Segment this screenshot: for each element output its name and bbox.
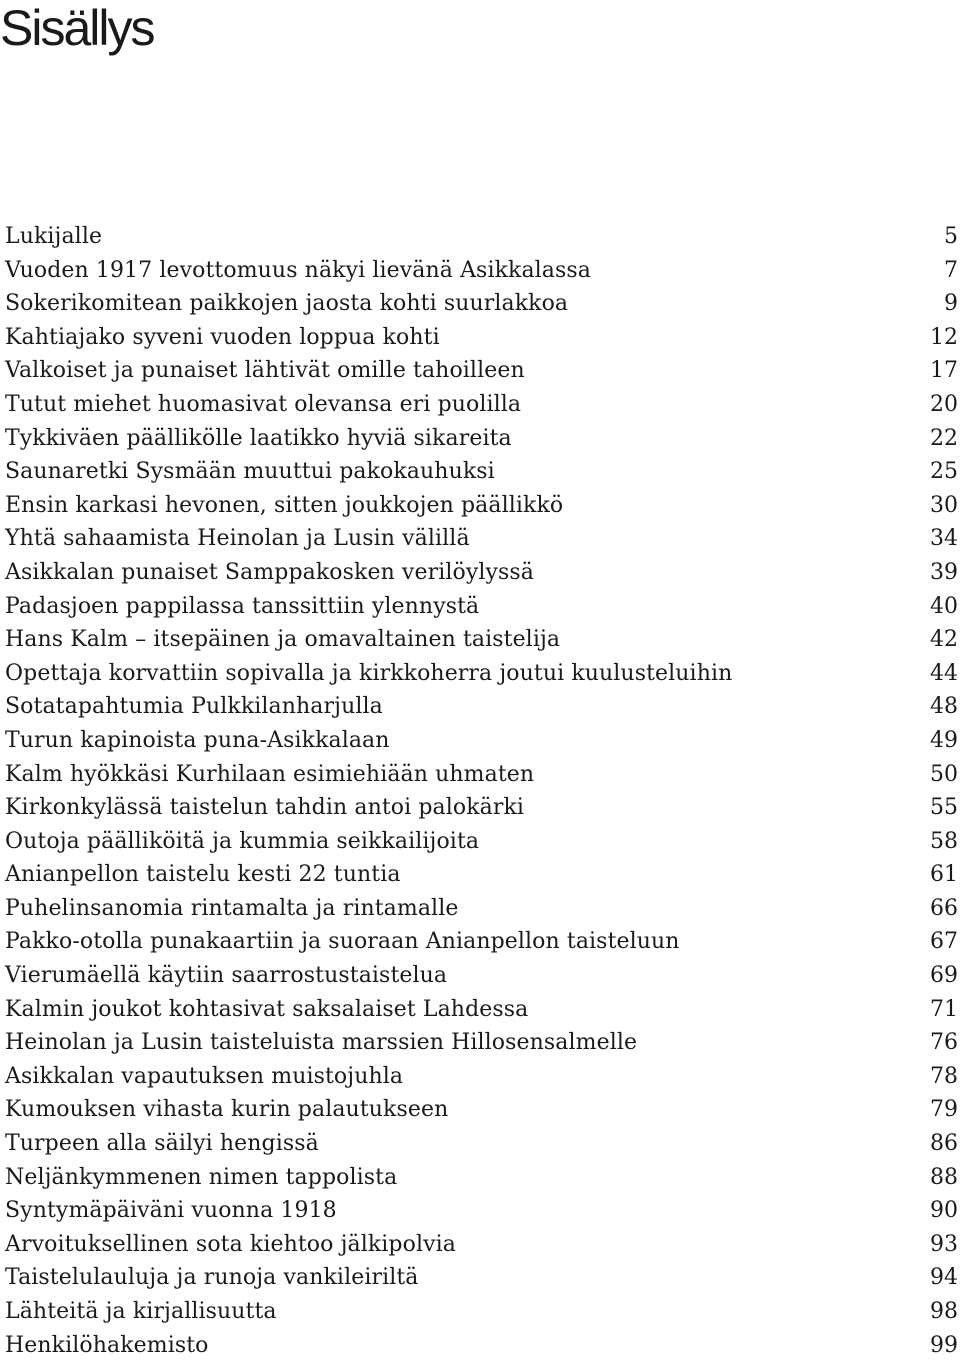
toc-entry-page-number: 67 xyxy=(930,929,958,955)
toc-entry xyxy=(5,489,958,523)
toc-entry xyxy=(5,422,958,456)
toc-entry-page-number: 98 xyxy=(930,1299,958,1324)
toc-entry xyxy=(5,724,958,758)
toc-entry-page-number: 88 xyxy=(930,1164,958,1190)
toc-entry xyxy=(5,825,958,859)
toc-entry xyxy=(5,1261,958,1295)
toc-entry-title: Saunaretki Sysmään muuttui pakokauhuksi xyxy=(5,459,495,485)
toc-entry-title: Lukijalle xyxy=(5,224,103,249)
toc-entry-page-number: 12 xyxy=(930,324,958,350)
toc-entry-title: Tykkiväen päällikölle laatikko hyviä sikareita xyxy=(5,425,512,451)
toc-entry-page-number: 9 xyxy=(944,291,958,317)
toc-entry-title: Asikkalan vapautuksen muistojuhla xyxy=(5,1063,404,1089)
toc-entry-page-number: 55 xyxy=(930,795,958,821)
toc-entry-title: Arvoituksellinen sota kiehtoo jälkipolvia xyxy=(5,1231,456,1257)
toc-entry-page-number: 61 xyxy=(930,862,958,888)
toc-entry-title: Henkilöhakemisto xyxy=(5,1332,209,1358)
toc-entry-page-number: 50 xyxy=(930,761,958,787)
toc-entry xyxy=(5,959,958,993)
toc-entry-title: Syntymäpäiväni vuonna 1918 xyxy=(5,1198,337,1224)
toc-entry-title: Opettaja korvattiin sopivalla ja kirkkoherra joutui kuulusteluihin xyxy=(5,660,733,686)
toc-entry xyxy=(5,287,958,321)
toc-entry-title: Outoja päälliköitä ja kummia seikkailijoita xyxy=(5,828,480,854)
toc-entry-title: Lähteitä ja kirjallisuutta xyxy=(5,1299,277,1324)
toc-entry xyxy=(5,925,958,959)
toc-entry xyxy=(5,623,958,657)
toc-entry-title: Kumouksen vihasta kurin palautukseen xyxy=(5,1097,449,1123)
toc-entry-title: Padasjoen pappilassa tanssittiin ylennystä xyxy=(5,593,480,619)
toc-entry-title: Neljänkymmenen nimen tappolista xyxy=(5,1164,398,1190)
toc-entry-page-number: 90 xyxy=(930,1198,958,1224)
toc-entry-page-number: 40 xyxy=(930,593,958,619)
toc-entry-page-number: 49 xyxy=(930,727,958,753)
toc-entry xyxy=(5,455,958,489)
toc-entry-page-number: 71 xyxy=(930,996,958,1022)
toc-entry-title: Kalmin joukot kohtasivat saksalaiset Lahdessa xyxy=(5,996,529,1022)
toc-entry xyxy=(5,254,958,288)
toc-entry-title: Turpeen alla säilyi hengissä xyxy=(5,1131,319,1157)
toc-entry-page-number: 34 xyxy=(930,526,958,552)
toc-entry-title: Anianpellon taistelu kesti 22 tuntia xyxy=(5,862,401,888)
toc-entry-page-number: 39 xyxy=(930,559,958,585)
toc-entry-page-number: 25 xyxy=(930,459,958,485)
toc-entry-page-number: 76 xyxy=(930,1030,958,1056)
toc-entry-title: Vuoden 1917 levottomuus näkyi lievänä Asikkalassa xyxy=(5,257,592,283)
toc-entry-page-number: 66 xyxy=(930,895,958,921)
page-title: Sisällys xyxy=(0,0,154,56)
toc-entry-page-number: 79 xyxy=(930,1097,958,1123)
toc-entry-title: Hans Kalm – itsepäinen ja omavaltainen taistelija xyxy=(5,627,561,653)
toc-entry xyxy=(5,556,958,590)
toc-entry-page-number: 86 xyxy=(930,1131,958,1157)
toc-entry-page-number: 78 xyxy=(930,1063,958,1089)
toc-entry-page-number: 22 xyxy=(930,425,958,451)
toc-entry xyxy=(5,1194,958,1228)
toc-entry xyxy=(5,892,958,926)
table-of-contents xyxy=(5,220,958,1362)
toc-entry-title: Yhtä sahaamista Heinolan ja Lusin välillä xyxy=(5,526,470,552)
toc-entry xyxy=(5,220,958,254)
toc-entry xyxy=(5,1295,958,1329)
toc-entry-page-number: 5 xyxy=(944,224,958,249)
toc-entry-page-number: 17 xyxy=(930,358,958,384)
toc-entry xyxy=(5,1228,958,1262)
toc-entry-title: Kirkonkylässä taistelun tahdin antoi palokärki xyxy=(5,795,525,821)
toc-entry-page-number: 58 xyxy=(930,828,958,854)
toc-entry-page-number: 42 xyxy=(930,627,958,653)
toc-entry-title: Pakko-otolla punakaartiin ja suoraan Anianpellon taisteluun xyxy=(5,929,680,955)
toc-entry-title: Ensin karkasi hevonen, sitten joukkojen päällikkö xyxy=(5,492,564,518)
toc-entry xyxy=(5,1161,958,1195)
toc-entry-title: Kahtiajako syveni vuoden loppua kohti xyxy=(5,324,440,350)
toc-entry-page-number: 30 xyxy=(930,492,958,518)
toc-entry xyxy=(5,590,958,624)
toc-entry-title: Turun kapinoista puna-Asikkalaan xyxy=(5,727,390,753)
toc-entry-title: Valkoiset ja punaiset lähtivät omille tahoilleen xyxy=(5,358,525,384)
toc-entry xyxy=(5,1026,958,1060)
toc-entry-page-number: 94 xyxy=(930,1265,958,1291)
toc-entry-page-number: 93 xyxy=(930,1231,958,1257)
toc-entry xyxy=(5,1060,958,1094)
toc-entry-title: Asikkalan punaiset Samppakosken verilöylyssä xyxy=(5,559,535,585)
toc-entry xyxy=(5,993,958,1027)
toc-entry-title: Sokerikomitean paikkojen jaosta kohti suurlakkoa xyxy=(5,291,569,317)
toc-entry-page-number: 20 xyxy=(930,391,958,417)
toc-entry-page-number: 99 xyxy=(930,1332,958,1358)
toc-entry xyxy=(5,1127,958,1161)
toc-entry xyxy=(5,321,958,355)
toc-entry xyxy=(5,858,958,892)
toc-entry xyxy=(5,354,958,388)
toc-entry xyxy=(5,690,958,724)
toc-entry-title: Kalm hyökkäsi Kurhilaan esimiehiään uhmaten xyxy=(5,761,535,787)
toc-entry xyxy=(5,657,958,691)
toc-entry-title: Sotatapahtumia Pulkkilanharjulla xyxy=(5,694,383,720)
toc-entry-title: Vierumäellä käytiin saarrostustaistelua xyxy=(5,963,448,989)
toc-entry-page-number: 7 xyxy=(944,257,958,283)
toc-entry-page-number: 48 xyxy=(930,694,958,720)
toc-entry xyxy=(5,758,958,792)
toc-entry xyxy=(5,1329,958,1362)
toc-entry-title: Heinolan ja Lusin taisteluista marssien Hillosensalmelle xyxy=(5,1030,638,1056)
toc-entry-title: Tutut miehet huomasivat olevansa eri puolilla xyxy=(5,391,522,417)
toc-entry xyxy=(5,1093,958,1127)
toc-entry-page-number: 44 xyxy=(930,660,958,686)
toc-entry-title: Puhelinsanomia rintamalta ja rintamalle xyxy=(5,895,459,921)
toc-entry-title: Taistelulauluja ja runoja vankileiriltä xyxy=(5,1265,419,1291)
toc-entry xyxy=(5,791,958,825)
toc-entry xyxy=(5,522,958,556)
toc-entry xyxy=(5,388,958,422)
toc-entry-page-number: 69 xyxy=(930,963,958,989)
